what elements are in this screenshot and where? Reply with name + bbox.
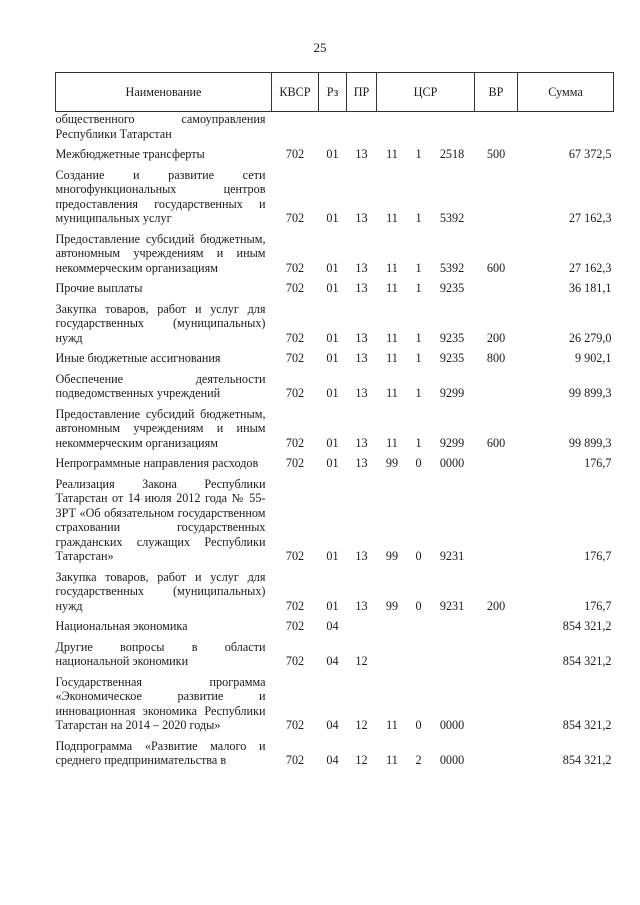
cell-sum: 27 162,3 [568,260,612,275]
header-rz: Рз [319,73,347,112]
cell-csr-code: 5392 [439,260,465,275]
cell-sum: 99 899,3 [568,435,612,450]
cell-sum: 9 902,1 [574,351,612,365]
cell-csr-subprogram: 1 [415,260,422,275]
cell-pr: 12 [355,654,368,668]
cell-csr-code [430,112,475,142]
cell-sum [518,112,614,142]
cell-csr-code [430,634,475,669]
cell-kvsr: 702 [285,435,305,450]
cell-kvsr: 702 [285,654,305,668]
table-row [56,296,614,346]
cell-csr-subprogram: 1 [415,281,422,295]
cell-name: Прочие выплаты [55,281,143,295]
table-row [56,733,614,768]
header-vr: ВР [475,73,518,112]
cell-csr-subprogram: 0 [415,598,422,613]
cell-name: Межбюджетные трансферты [55,147,205,161]
cell-kvsr: 702 [285,260,305,275]
cell-kvsr [272,112,319,142]
cell-kvsr: 702 [285,753,305,767]
cell-csr-program [377,634,408,669]
cell-sum: 854 321,2 [562,718,612,732]
cell-pr: 13 [355,456,368,470]
cell-sum: 99 899,3 [568,386,612,400]
cell-rz: 04 [326,619,339,633]
cell-csr-subprogram: 2 [415,753,422,767]
cell-rz: 04 [326,654,339,668]
cell-name: Другие вопросы в области национальной экономики [55,639,266,668]
cell-sum: 854 321,2 [562,753,612,767]
cell-csr-code: 9231 [439,549,465,563]
cell-rz [319,112,347,142]
cell-rz: 01 [326,147,339,161]
cell-vr [475,471,518,564]
table-row [56,141,614,162]
cell-csr-program: 11 [386,435,398,450]
table-row [56,401,614,451]
header-pr: ПР [347,73,377,112]
cell-kvsr: 702 [285,330,305,345]
cell-csr-program: 11 [386,260,398,275]
cell-csr-code: 9299 [439,386,465,400]
table-row [56,226,614,276]
cell-name: Подпрограмма «Развитие малого и среднего предпринимательства в [55,738,266,767]
cell-sum: 176,7 [584,549,612,563]
cell-pr: 13 [355,598,368,613]
cell-pr: 13 [355,281,368,295]
cell-pr: 13 [355,435,368,450]
page-number: 25 [313,40,327,55]
cell-kvsr: 702 [285,211,305,225]
cell-rz: 01 [326,260,339,275]
cell-csr-code [430,613,475,634]
cell-csr-subprogram: 1 [415,351,422,365]
table-row [56,112,614,142]
cell-rz: 01 [326,435,339,450]
cell-vr [475,669,518,733]
cell-vr: 500 [486,147,506,161]
cell-name: Создание и развитие сети многофункциональных центров предоставления государственных и муниципальных услуг [55,167,266,225]
cell-pr: 13 [355,330,368,345]
cell-vr [475,112,518,142]
cell-rz: 01 [326,281,339,295]
cell-csr-code: 2518 [439,147,465,161]
cell-kvsr: 702 [285,281,305,295]
header-csr: ЦСР [377,73,475,112]
cell-csr-code: 9235 [439,351,465,365]
cell-pr: 13 [355,351,368,365]
cell-name: Непрограммные направления расходов [55,456,259,470]
cell-name: Предоставление субсидий бюджетным, автономным учреждениям и иным некоммерческим организациям [55,406,266,450]
cell-name: общественного самоуправления Республики Татарстан [55,112,266,141]
cell-vr [475,275,518,296]
cell-pr: 13 [355,386,368,400]
cell-rz: 01 [326,549,339,563]
table-row [56,669,614,733]
cell-rz: 04 [326,753,339,767]
cell-csr-subprogram: 0 [415,456,422,470]
cell-csr-subprogram: 0 [415,718,422,732]
table-row [56,275,614,296]
cell-csr-program: 11 [386,211,398,225]
cell-csr-subprogram: 1 [415,386,422,400]
cell-rz: 04 [326,718,339,732]
cell-csr-program: 11 [386,147,398,161]
table-header-row [56,73,614,112]
cell-name: Закупка товаров, работ и услуг для государственных (муниципальных) нужд [55,301,266,345]
cell-kvsr: 702 [285,386,305,400]
cell-csr-subprogram: 0 [415,549,422,563]
cell-csr-program: 11 [386,281,398,295]
cell-vr [475,162,518,226]
cell-sum: 27 162,3 [568,211,612,225]
cell-pr: 12 [355,753,368,767]
cell-sum: 67 372,5 [568,147,612,161]
cell-csr-program: 11 [386,386,398,400]
cell-csr-code: 9231 [439,598,465,613]
header-name: Наименование [56,73,272,112]
cell-rz: 01 [326,351,339,365]
cell-csr-subprogram: 1 [415,330,422,345]
cell-csr-program: 99 [385,598,399,613]
cell-csr-program: 11 [386,718,398,732]
cell-name: Реализация Закона Республики Татарстан от 14 июля 2012 года № 55-ЗРТ «Об обязательном государственном страховании государственных гражданских служащих Республики Татарстан» [55,476,266,563]
cell-kvsr: 702 [285,619,305,633]
cell-csr-subprogram [408,634,430,669]
cell-sum: 36 181,1 [568,281,612,295]
cell-csr-code: 0000 [439,456,465,470]
cell-pr: 13 [355,211,368,225]
cell-kvsr: 702 [285,456,305,470]
table-row [56,471,614,564]
cell-csr-code: 0000 [439,718,465,732]
cell-pr [347,613,377,634]
cell-rz: 01 [326,211,339,225]
cell-rz: 01 [326,386,339,400]
cell-vr: 200 [486,330,506,345]
cell-name: Национальная экономика [55,619,188,633]
cell-pr: 12 [355,718,368,732]
cell-sum: 26 279,0 [568,330,612,345]
cell-csr-program: 11 [386,351,398,365]
cell-vr: 600 [486,435,506,450]
cell-kvsr: 702 [285,549,305,563]
cell-sum: 176,7 [584,456,612,470]
table-row [56,450,614,471]
cell-vr [475,634,518,669]
table-row [56,345,614,366]
cell-rz: 01 [326,598,339,613]
cell-csr-code: 9299 [439,435,465,450]
cell-csr-program: 99 [385,549,399,563]
cell-name: Государственная программа «Экономическое развитие и инновационная экономика Республики Татарстан на 2014 – 2020 годы» [55,674,266,732]
cell-vr: 200 [486,598,506,613]
header-kvsr: КВСР [272,73,319,112]
cell-csr-code: 5392 [439,211,465,225]
cell-csr-subprogram: 1 [415,147,422,161]
cell-csr-code: 9235 [439,281,465,295]
cell-vr [475,450,518,471]
cell-pr [347,112,377,142]
cell-name: Закупка товаров, работ и услуг для государственных (муниципальных) нужд [55,569,266,613]
cell-sum: 176,7 [584,598,612,613]
cell-csr-program [377,613,408,634]
cell-csr-subprogram: 1 [415,435,422,450]
cell-csr-subprogram: 1 [415,211,422,225]
table-row [56,634,614,669]
cell-csr-program: 11 [386,330,398,345]
cell-csr-program [377,112,408,142]
cell-rz: 01 [326,330,339,345]
cell-sum: 854 321,2 [562,654,612,668]
cell-kvsr: 702 [285,598,305,613]
cell-csr-program: 11 [386,753,398,767]
cell-vr [475,733,518,768]
cell-pr: 13 [355,260,368,275]
cell-vr [475,366,518,401]
cell-rz: 01 [326,456,339,470]
header-sum: Сумма [518,73,614,112]
cell-name: Предоставление субсидий бюджетным, автономным учреждениям и иным некоммерческим организациям [55,231,266,275]
cell-csr-code: 0000 [439,753,465,767]
cell-vr: 800 [486,351,506,365]
cell-csr-program: 99 [385,456,399,470]
cell-csr-subprogram [408,112,430,142]
cell-name: Обеспечение деятельности подведомственных учреждений [55,371,266,400]
cell-pr: 13 [355,147,368,161]
budget-table [55,72,614,768]
cell-sum: 854 321,2 [562,619,612,633]
cell-csr-subprogram [408,613,430,634]
cell-vr [475,613,518,634]
cell-vr: 600 [486,260,506,275]
cell-kvsr: 702 [285,147,305,161]
table-row [56,564,614,614]
table-row [56,366,614,401]
cell-pr: 13 [355,549,368,563]
cell-csr-code: 9235 [439,330,465,345]
cell-name: Иные бюджетные ассигнования [55,351,221,365]
table-row [56,613,614,634]
cell-kvsr: 702 [285,351,305,365]
cell-kvsr: 702 [285,718,305,732]
table-row [56,162,614,226]
